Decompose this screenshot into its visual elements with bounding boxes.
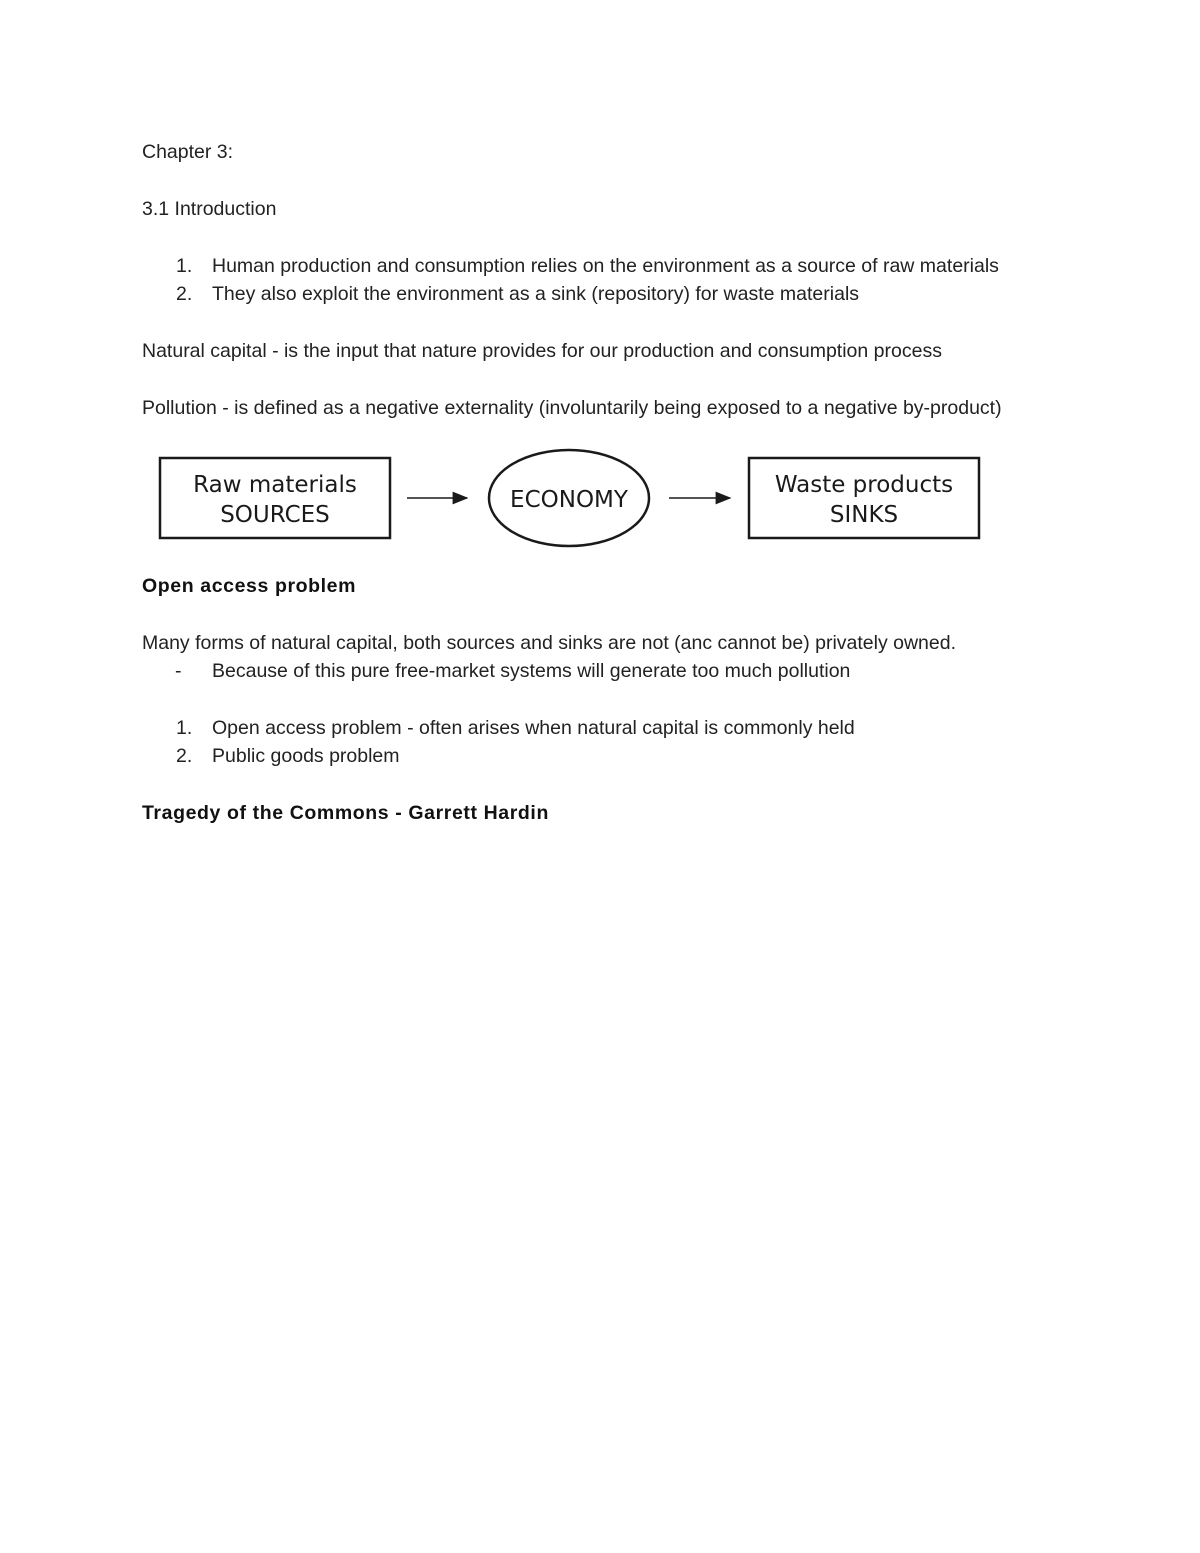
document-page: [142, 138, 1062, 827]
sources-box-line1: Raw materials: [193, 472, 357, 498]
list-item: [142, 742, 1062, 770]
list-item: [142, 714, 1062, 742]
list-item-text: They also exploit the environment as a sink (repository) for waste materials: [212, 283, 860, 305]
list-marker: 2.: [176, 283, 193, 305]
sources-box-line2: SOURCES: [220, 502, 330, 528]
open-access-heading: Open access problem: [142, 575, 357, 597]
flow-diagram: [157, 440, 1017, 552]
dash-list: [142, 657, 1062, 685]
problems-list: [142, 714, 1062, 770]
list-marker: 1.: [176, 717, 193, 739]
pollution-definition: Pollution - is defined as a negative externality (involuntarily being exposed to a negative by-product): [142, 397, 1002, 419]
list-item-text: Public goods problem: [212, 745, 400, 767]
list-item-text: Human production and consumption relies on the environment as a source of raw materials: [212, 255, 999, 277]
list-item: [142, 252, 1062, 280]
economy-label: ECONOMY: [510, 487, 628, 513]
sinks-box-line1: Waste products: [774, 472, 954, 498]
list-marker: -: [175, 660, 182, 682]
intro-list: [142, 252, 1062, 308]
list-item-text: Because of this pure free-market systems will generate too much pollution: [212, 660, 851, 682]
flow-diagram-svg: [157, 440, 1017, 552]
list-item: [142, 280, 1062, 308]
chapter-title: Chapter 3:: [142, 141, 234, 163]
list-item-text: Open access problem - often arises when natural capital is commonly held: [212, 717, 855, 739]
list-item: [142, 657, 1062, 685]
section-title: 3.1 Introduction: [142, 198, 277, 220]
natural-capital-definition: Natural capital - is the input that nature provides for our production and consumption process: [142, 340, 942, 362]
open-access-text: Many forms of natural capital, both sources and sinks are not (anc cannot be) privately owned.: [142, 632, 957, 654]
list-marker: 2.: [176, 745, 193, 767]
list-marker: 1.: [176, 255, 193, 277]
tragedy-heading: Tragedy of the Commons - Garrett Hardin: [142, 802, 549, 824]
sinks-box-line2: SINKS: [829, 502, 899, 528]
